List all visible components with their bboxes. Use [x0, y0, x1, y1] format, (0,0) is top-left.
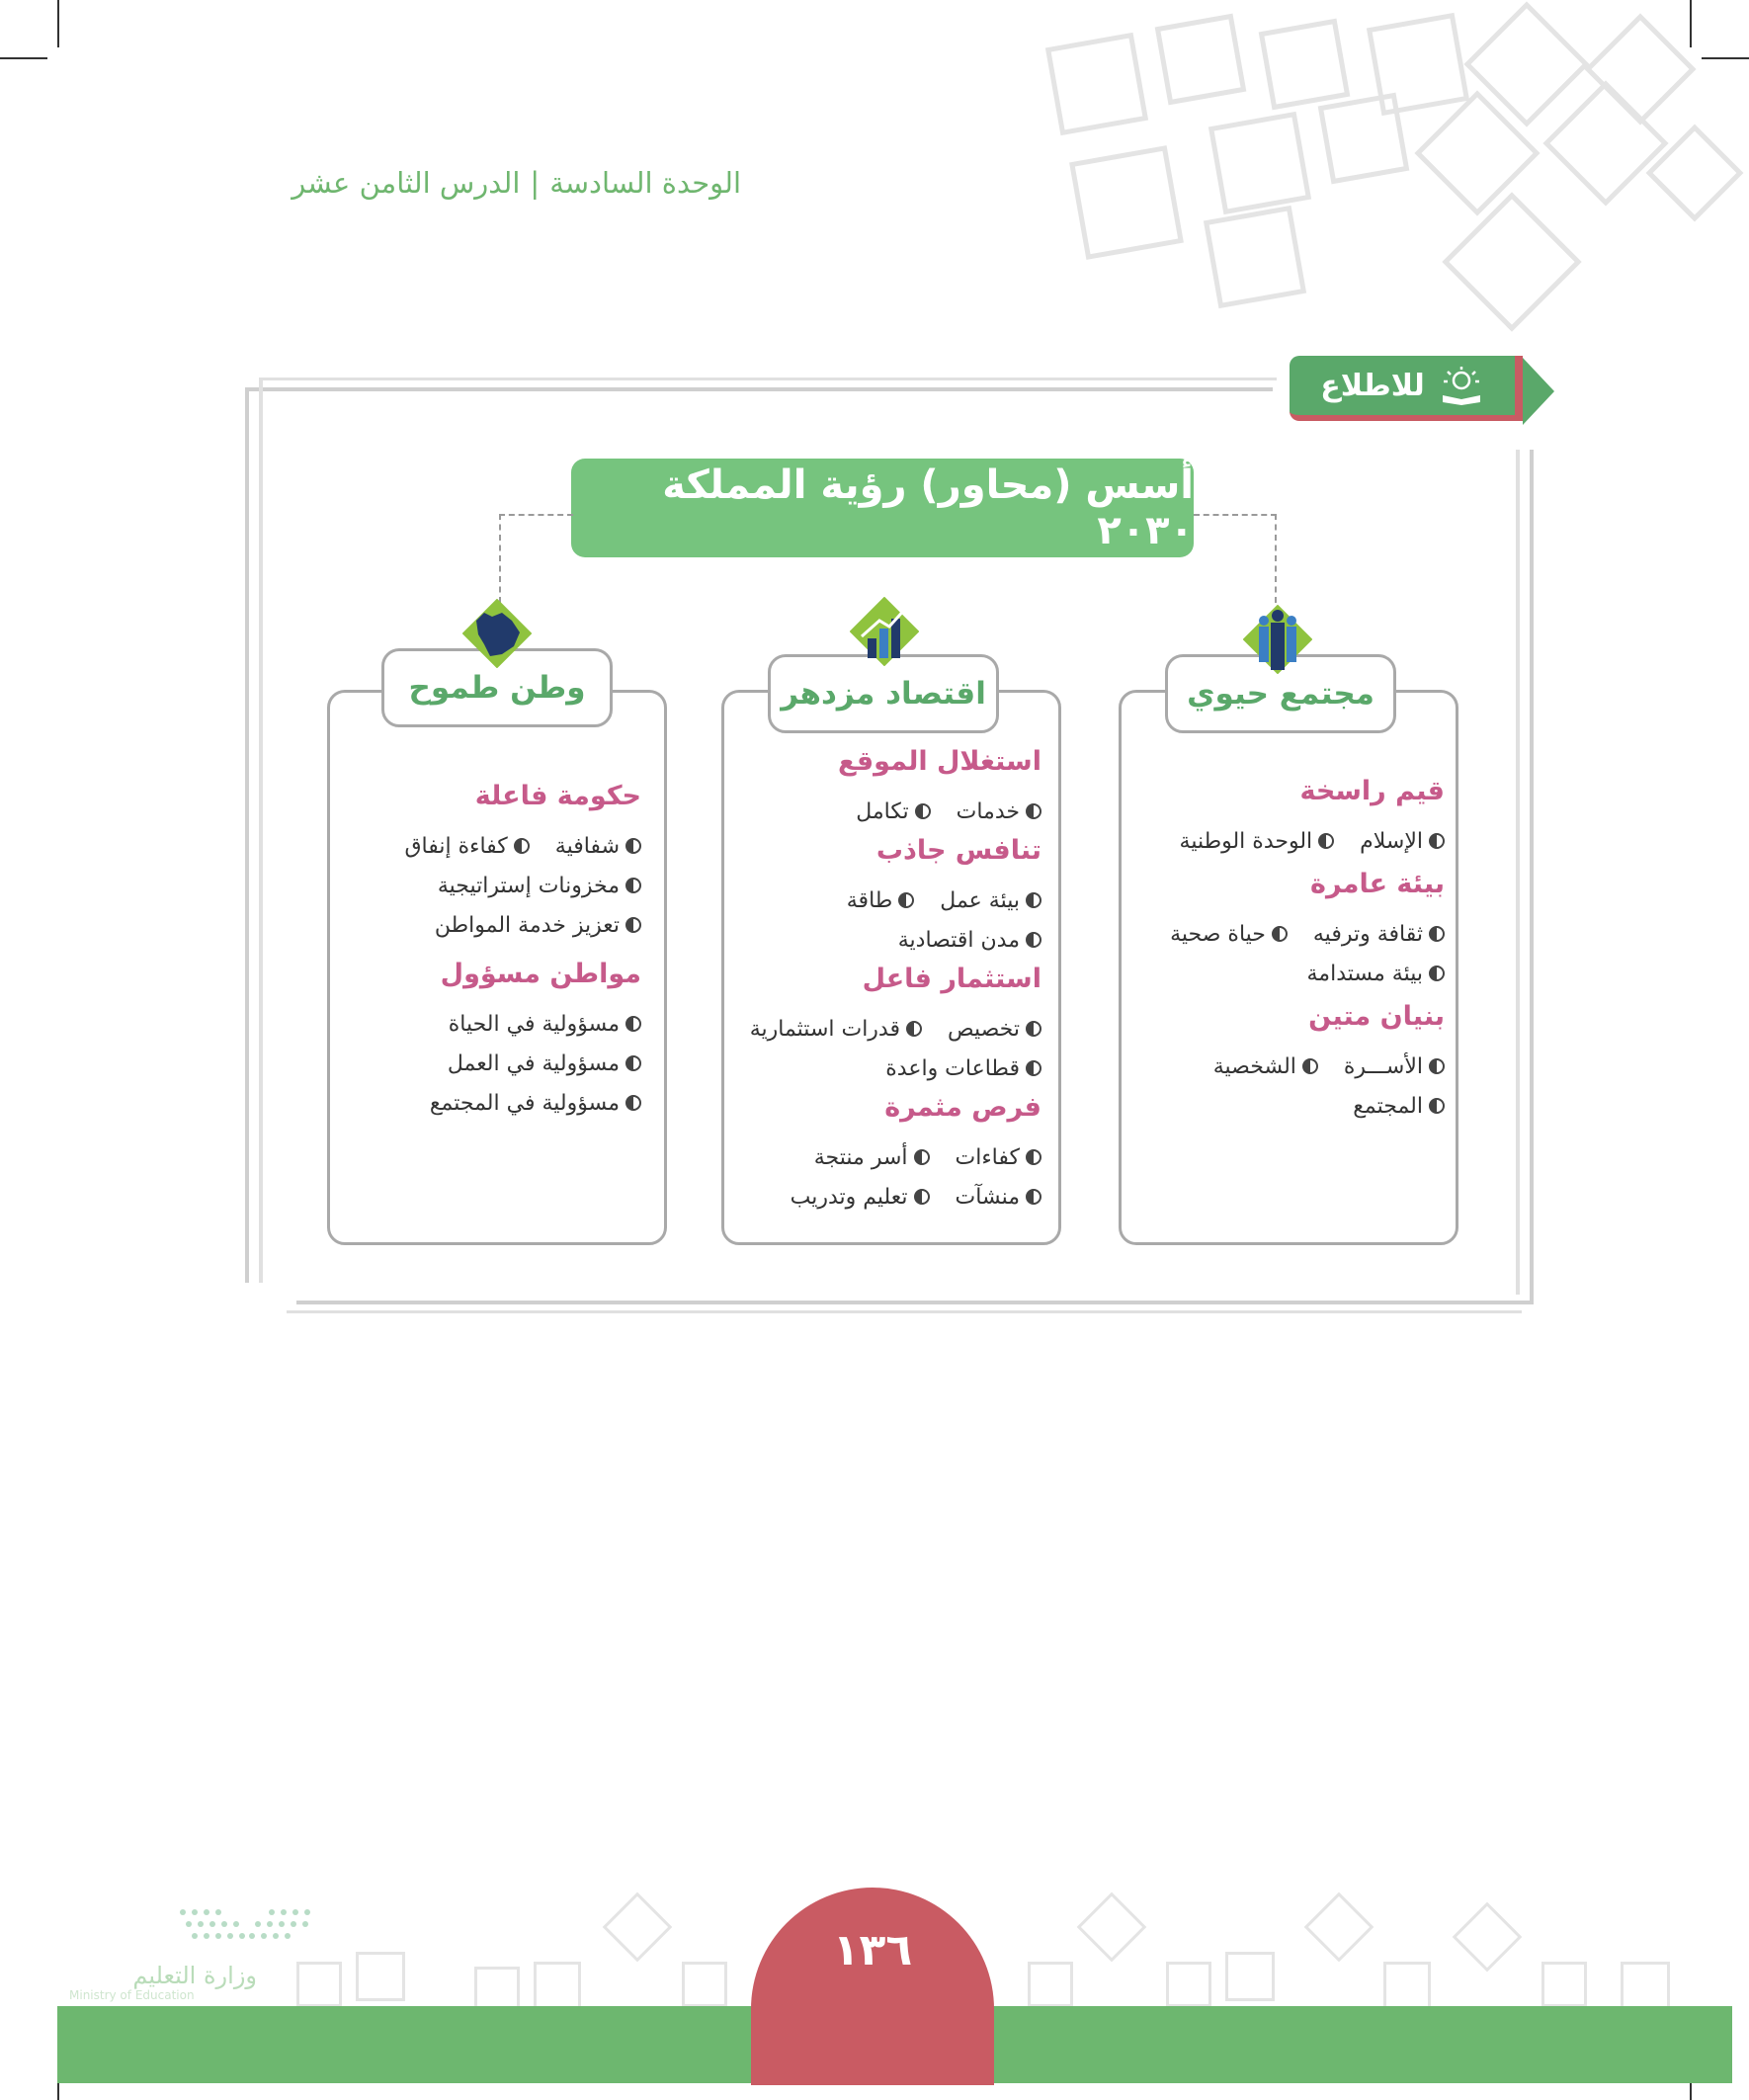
pillar-body-society — [1136, 776, 1445, 1126]
list-row — [1136, 1086, 1445, 1126]
list-item: الشخصية — [1213, 1054, 1318, 1079]
list-row — [739, 1049, 1041, 1088]
list-item: بيئة عمل — [940, 888, 1041, 913]
list-row — [345, 905, 641, 945]
info-tag-label: للاطلاع — [1320, 368, 1425, 403]
group-title: حكومة فاعلة — [474, 781, 641, 811]
list-item: مسؤولية في العمل — [448, 1051, 641, 1076]
list-item: تعزيز خدمة المواطن — [435, 913, 641, 938]
bullet-icon — [625, 1055, 641, 1071]
group-title: استغلال الموقع — [838, 746, 1041, 777]
list-item: كفاءة إنفاق — [404, 834, 529, 859]
bullet-icon — [1302, 1058, 1318, 1074]
lesson-title: الدرس الثامن عشر — [292, 166, 521, 200]
vision-title: أسس (محاور) رؤية المملكة ٢٠٣٠ — [571, 459, 1194, 557]
unit-title: الوحدة السادسة — [549, 166, 741, 200]
list-item: خدمات — [957, 799, 1041, 824]
list-row — [739, 792, 1041, 831]
tag-arrow — [1523, 358, 1554, 425]
bullet-icon — [514, 838, 530, 854]
list-item: مخزونات إستراتيجية — [438, 874, 641, 898]
group-title: مواطن مسؤول — [440, 959, 641, 989]
ministry-logo-icon — [173, 1902, 321, 1947]
bullet-icon — [625, 1095, 641, 1111]
bullet-icon — [1026, 892, 1041, 908]
bullet-icon — [1429, 833, 1445, 849]
list-item: منشآت — [956, 1185, 1041, 1210]
pillar-label-nation: وطن طموح — [381, 648, 613, 727]
list-item: حياة صحية — [1170, 922, 1288, 947]
bullet-icon — [1429, 926, 1445, 942]
list-item: تكامل — [856, 799, 930, 824]
pillar-body-nation — [345, 781, 641, 1123]
pillar-label-society: مجتمع حيوي — [1165, 654, 1396, 733]
bullet-icon — [898, 892, 914, 908]
bullet-icon — [1429, 1058, 1445, 1074]
bullet-icon — [1026, 803, 1041, 819]
list-row — [345, 1044, 641, 1083]
bullet-icon — [1026, 1021, 1041, 1037]
page-number-badge — [751, 1888, 994, 2085]
bullet-icon — [625, 838, 641, 854]
connector-left — [499, 514, 573, 603]
crop-mark — [1702, 57, 1749, 59]
list-item: بيئة مستدامة — [1307, 962, 1445, 986]
group-title: تنافس جاذب — [875, 835, 1041, 866]
list-row — [1136, 914, 1445, 954]
people-icon — [1243, 605, 1312, 674]
page-header — [227, 166, 741, 215]
bullet-icon — [1272, 926, 1288, 942]
bullet-icon — [1026, 1149, 1041, 1165]
list-row — [739, 1177, 1041, 1217]
bullet-icon — [1026, 932, 1041, 948]
list-row — [345, 1083, 641, 1123]
list-item: طاقة — [847, 888, 915, 913]
saudi-map-icon — [462, 599, 532, 668]
group-title: فرص مثمرة — [884, 1092, 1041, 1123]
group-title: قيم راسخة — [1299, 776, 1445, 806]
group-title: بنيان متين — [1308, 1001, 1445, 1032]
list-item: الإسلام — [1360, 829, 1445, 854]
list-item: ثقافة وترفيه — [1313, 922, 1445, 947]
list-item: الأســـرة — [1344, 1054, 1445, 1079]
bullet-icon — [1429, 1098, 1445, 1114]
list-item: قطاعات واعدة — [885, 1056, 1041, 1081]
list-item: مدن اقتصادية — [898, 928, 1041, 953]
list-item: كفاءات — [956, 1145, 1041, 1170]
list-item: الوحدة الوطنية — [1180, 829, 1335, 854]
crop-mark — [1690, 0, 1692, 47]
list-item: شفافية — [555, 834, 641, 859]
list-row — [345, 826, 641, 866]
list-row — [345, 1004, 641, 1044]
bullet-icon — [1026, 1189, 1041, 1205]
group-title: استثمار فاعل — [862, 964, 1041, 994]
group-title: بيئة عامرة — [1310, 869, 1445, 899]
list-row — [739, 920, 1041, 960]
page-number: ١٣٦ — [832, 1925, 913, 1975]
bullet-icon — [625, 878, 641, 893]
list-row — [739, 881, 1041, 920]
crop-mark — [0, 57, 47, 59]
bullet-icon — [906, 1021, 922, 1037]
list-item: مسؤولية في المجتمع — [430, 1091, 641, 1116]
bullet-icon — [1429, 966, 1445, 981]
list-item: مسؤولية في الحياة — [449, 1012, 641, 1037]
list-row — [1136, 954, 1445, 993]
connector-right — [1194, 514, 1277, 603]
bullet-icon — [625, 917, 641, 933]
list-row — [739, 1137, 1041, 1177]
bullet-icon — [1026, 1060, 1041, 1076]
bullet-icon — [915, 803, 931, 819]
pillar-label-economy: اقتصاد مزدهر — [768, 654, 999, 733]
list-item: تخصيص — [948, 1017, 1041, 1042]
list-row — [1136, 821, 1445, 861]
bullet-icon — [914, 1189, 930, 1205]
list-item: قدرات استثمارية — [750, 1017, 922, 1042]
list-item: تعليم وتدريب — [791, 1185, 930, 1210]
header-separator: | — [530, 166, 541, 200]
list-item: المجتمع — [1353, 1094, 1445, 1119]
list-row — [345, 866, 641, 905]
list-item: أسر منتجة — [814, 1145, 930, 1170]
pillar-body-economy — [739, 746, 1041, 1217]
list-row — [1136, 1047, 1445, 1086]
info-tag — [1290, 356, 1523, 421]
bullet-icon — [914, 1149, 930, 1165]
ministry-name: وزارة التعليم — [132, 1962, 257, 1989]
crop-mark — [57, 0, 59, 47]
bullet-icon — [625, 1016, 641, 1032]
list-row — [739, 1009, 1041, 1049]
lightbulb-book-icon — [1439, 366, 1484, 405]
bullet-icon — [1318, 833, 1334, 849]
ministry-name-en: Ministry of Education — [69, 1988, 195, 2002]
growth-chart-icon — [850, 597, 919, 666]
